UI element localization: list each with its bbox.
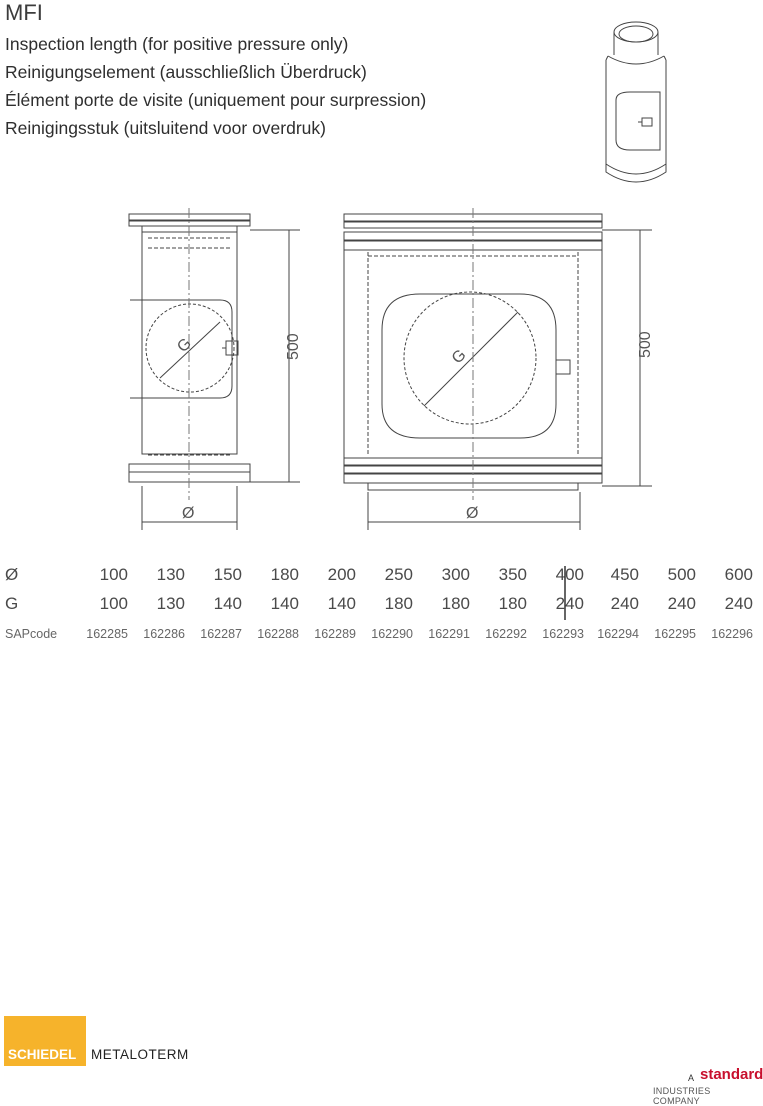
sap-cell: 162294	[597, 627, 639, 641]
diameter-cell: 180	[270, 565, 299, 584]
side-g-label: G	[174, 335, 196, 356]
standard-logo: standard	[700, 1066, 763, 1083]
front-view	[344, 208, 652, 530]
g-cell: 140	[213, 594, 242, 613]
diameter-cell: 500	[667, 565, 696, 584]
side-view	[129, 208, 300, 530]
sap-cell: 162293	[542, 627, 584, 641]
side-height-label: 500	[285, 333, 302, 360]
front-g-label: G	[448, 346, 470, 368]
sap-cell: 162295	[654, 627, 696, 641]
sap-cell: 162292	[485, 627, 527, 641]
diameter-cell: 350	[498, 565, 527, 584]
sap-cell: 162291	[428, 627, 470, 641]
diameter-cell: 600	[724, 565, 753, 584]
diameter-cell: 150	[213, 565, 242, 584]
g-cell: 130	[156, 594, 185, 613]
g-cell: 180	[498, 594, 527, 613]
diameter-cell: 300	[441, 565, 470, 584]
diameter-cell: 250	[384, 565, 413, 584]
parent-prefix: A	[688, 1073, 695, 1083]
description-nl: Reinigingsstuk (uitsluitend voor overdruk)	[5, 118, 326, 138]
description-en: Inspection length (for positive pressure only)	[5, 34, 349, 54]
sap-cell: 162296	[711, 627, 753, 641]
g-cell: 240	[667, 594, 696, 613]
diameter-cell: 200	[327, 565, 356, 584]
sap-cell: 162288	[257, 627, 299, 641]
diameter-cell: 100	[99, 565, 128, 584]
brand-secondary: METALOTERM	[91, 1047, 189, 1062]
diameter-cell: 130	[156, 565, 185, 584]
product-3d-sketch	[606, 22, 666, 182]
diameter-cell: 450	[610, 565, 639, 584]
sap-cell: 162290	[371, 627, 413, 641]
diameter-cell: 400	[555, 565, 584, 584]
diameter-label: Ø	[5, 565, 19, 584]
g-label: G	[5, 594, 19, 613]
g-cell: 180	[384, 594, 413, 613]
g-cell: 100	[99, 594, 128, 613]
brand-primary: SCHIEDEL	[8, 1047, 77, 1062]
sap-cell: 162285	[86, 627, 128, 641]
sap-cell: 162289	[314, 627, 356, 641]
sap-cell: 162287	[200, 627, 242, 641]
g-cell: 140	[270, 594, 299, 613]
sap-cell: 162286	[143, 627, 185, 641]
front-diameter-label: Ø	[466, 505, 479, 522]
g-cell: 240	[724, 594, 753, 613]
description-fr: Élément porte de visite (uniquement pour surpression)	[5, 90, 427, 110]
parent-suffix: INDUSTRIES COMPANY	[653, 1086, 711, 1106]
g-cell: 240	[555, 594, 584, 613]
sap-label: SAPcode	[5, 627, 58, 641]
front-height-label: 500	[637, 331, 654, 358]
g-cell: 140	[327, 594, 356, 613]
product-title: MFI	[5, 0, 43, 25]
g-cell: 180	[441, 594, 470, 613]
g-cell: 240	[610, 594, 639, 613]
side-diameter-label: Ø	[182, 505, 195, 522]
description-de: Reinigungselement (ausschließlich Überdruck)	[5, 62, 367, 82]
